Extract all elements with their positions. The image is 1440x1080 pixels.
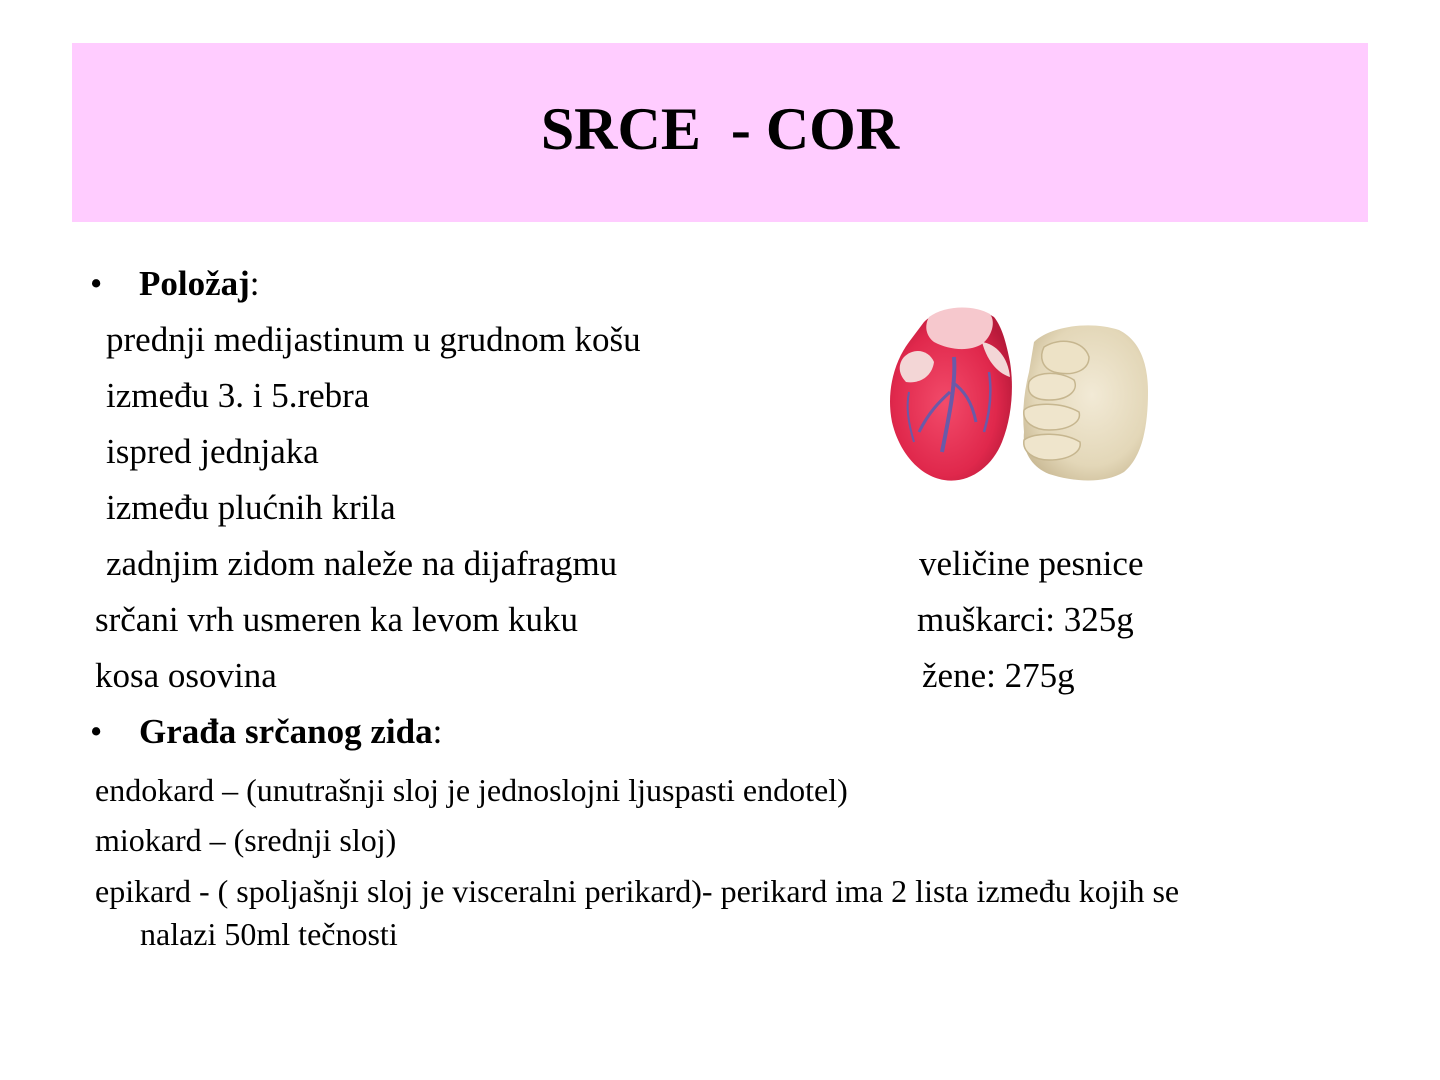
list-item: između 3. i 5.rebra [106,376,370,415]
list-item: srčani vrh usmeren ka levom kuku [95,600,579,639]
heart-fist-image [884,302,1152,488]
fist-icon [1023,325,1148,480]
heading-colon: : [432,712,443,751]
bullet-icon: • [90,264,103,303]
section-heading-grada [90,712,590,752]
list-item: miokard – (srednji sloj) [95,822,397,858]
list-item: između plućnih krila [106,488,396,527]
caption-weight-women: žene: 275g [922,656,1075,695]
list-item: epikard - ( spoljašnji sloj je visceralni perikard)- perikard ima 2 lista između kojih se [95,873,1180,909]
caption-weight-men: muškarci: 325g [917,600,1134,639]
slide-title: SRCE - COR [540,96,900,162]
bullet-icon: • [90,712,103,751]
section-heading-polozaj [90,264,490,304]
heading-text: Građa srčanog zida [139,712,433,751]
list-item: prednji medijastinum u grudnom košu [106,320,641,359]
title-band [72,43,1368,222]
heading-colon: : [249,264,260,303]
list-item: zadnjim zidom naleže na dijafragmu [106,544,618,583]
list-item: ispred jednjaka [106,432,319,471]
list-item-continuation: nalazi 50ml tečnosti [140,916,398,952]
heart-fist-illustration [884,302,1152,488]
caption-size: veličine pesnice [919,544,1144,583]
heart-icon [890,308,1012,481]
heading-text: Položaj [139,264,250,303]
list-item: kosa osovina [95,656,277,695]
list-item: endokard – (unutrašnji sloj je jednoslojni ljuspasti endotel) [95,772,848,808]
